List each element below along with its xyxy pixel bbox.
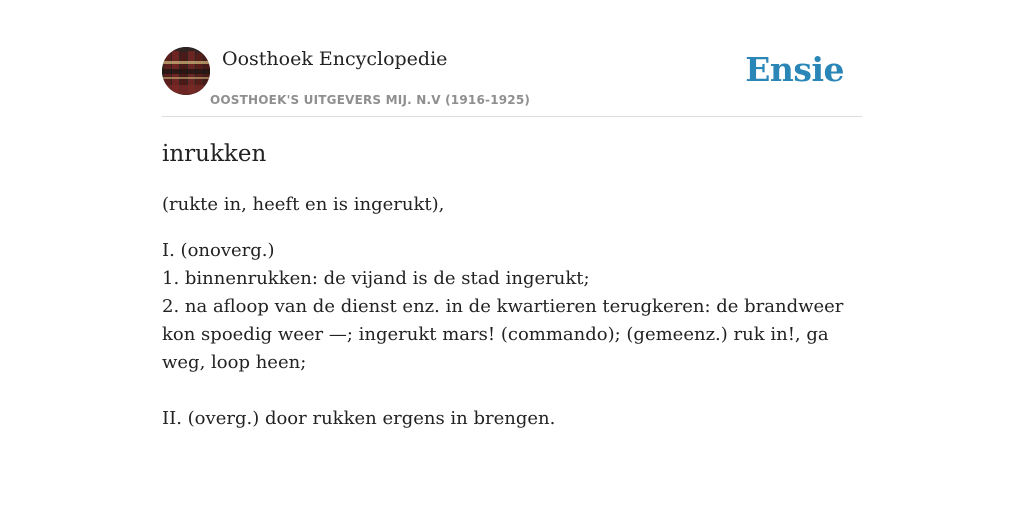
definition-line: II. (overg.) door rukken ergens in brengen. bbox=[162, 408, 556, 429]
source-title[interactable]: Oosthoek Encyclopedie bbox=[222, 48, 448, 70]
entry-headword: inrukken bbox=[162, 141, 267, 167]
entry-definitions bbox=[162, 237, 852, 433]
definition-line: 2. na afloop van de dienst enz. in de kwartieren terugkeren: de brandweer kon spoedig weer —; ingerukt mars! (commando); (gemeenz.) ruk in!, ga weg, loop heen; bbox=[162, 296, 844, 373]
book-spines-icon bbox=[162, 47, 210, 95]
source-subtitle: OOSTHOEK'S UITGEVERS MIJ. N.V (1916-1925) bbox=[210, 93, 531, 107]
definition-line: I. (onoverg.) bbox=[162, 240, 275, 261]
source-avatar[interactable] bbox=[162, 47, 210, 95]
ensie-logo-link[interactable]: Ensie bbox=[745, 50, 844, 89]
entry-content bbox=[162, 137, 852, 433]
source-header bbox=[162, 44, 862, 117]
definition-line: 1. binnenrukken: de vijand is de stad ingerukt; bbox=[162, 268, 590, 289]
entry-grammar: (rukte in, heeft en is ingerukt), bbox=[162, 194, 445, 215]
line-break bbox=[162, 377, 852, 405]
